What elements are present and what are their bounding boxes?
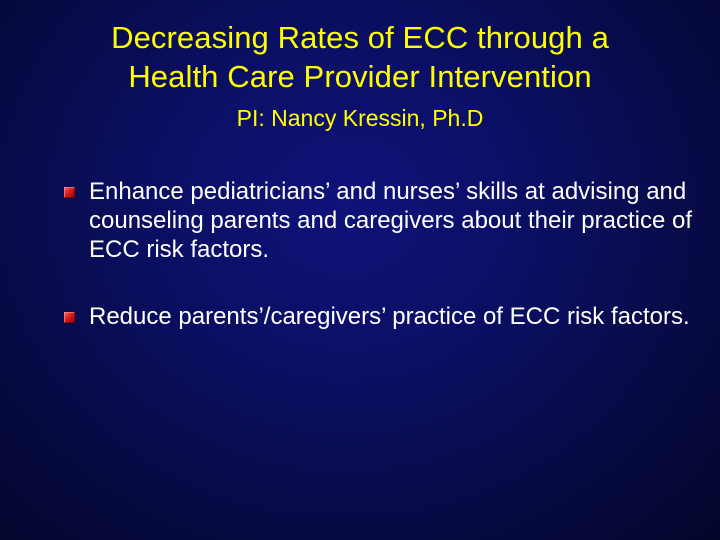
slide-title-line-1: Decreasing Rates of ECC through a bbox=[111, 20, 609, 55]
bullet-text-1: Enhance pediatricians’ and nurses’ skills at advising and counseling parents and caregivers about their practice of ECC risk factors. bbox=[89, 178, 693, 263]
slide-title-line-2: Health Care Provider Intervention bbox=[128, 59, 592, 94]
bullet-list bbox=[64, 177, 694, 369]
slide-subtitle: PI: Nancy Kressin, Ph.D bbox=[236, 105, 484, 131]
square-bullet-icon bbox=[64, 312, 75, 323]
square-bullet-icon bbox=[64, 187, 75, 198]
bullet-item-1 bbox=[64, 177, 694, 264]
slide-title bbox=[0, 18, 720, 96]
bullet-text-2: Reduce parents’/caregivers’ practice of ECC risk factors. bbox=[89, 303, 690, 330]
bullet-item-2 bbox=[64, 302, 694, 331]
